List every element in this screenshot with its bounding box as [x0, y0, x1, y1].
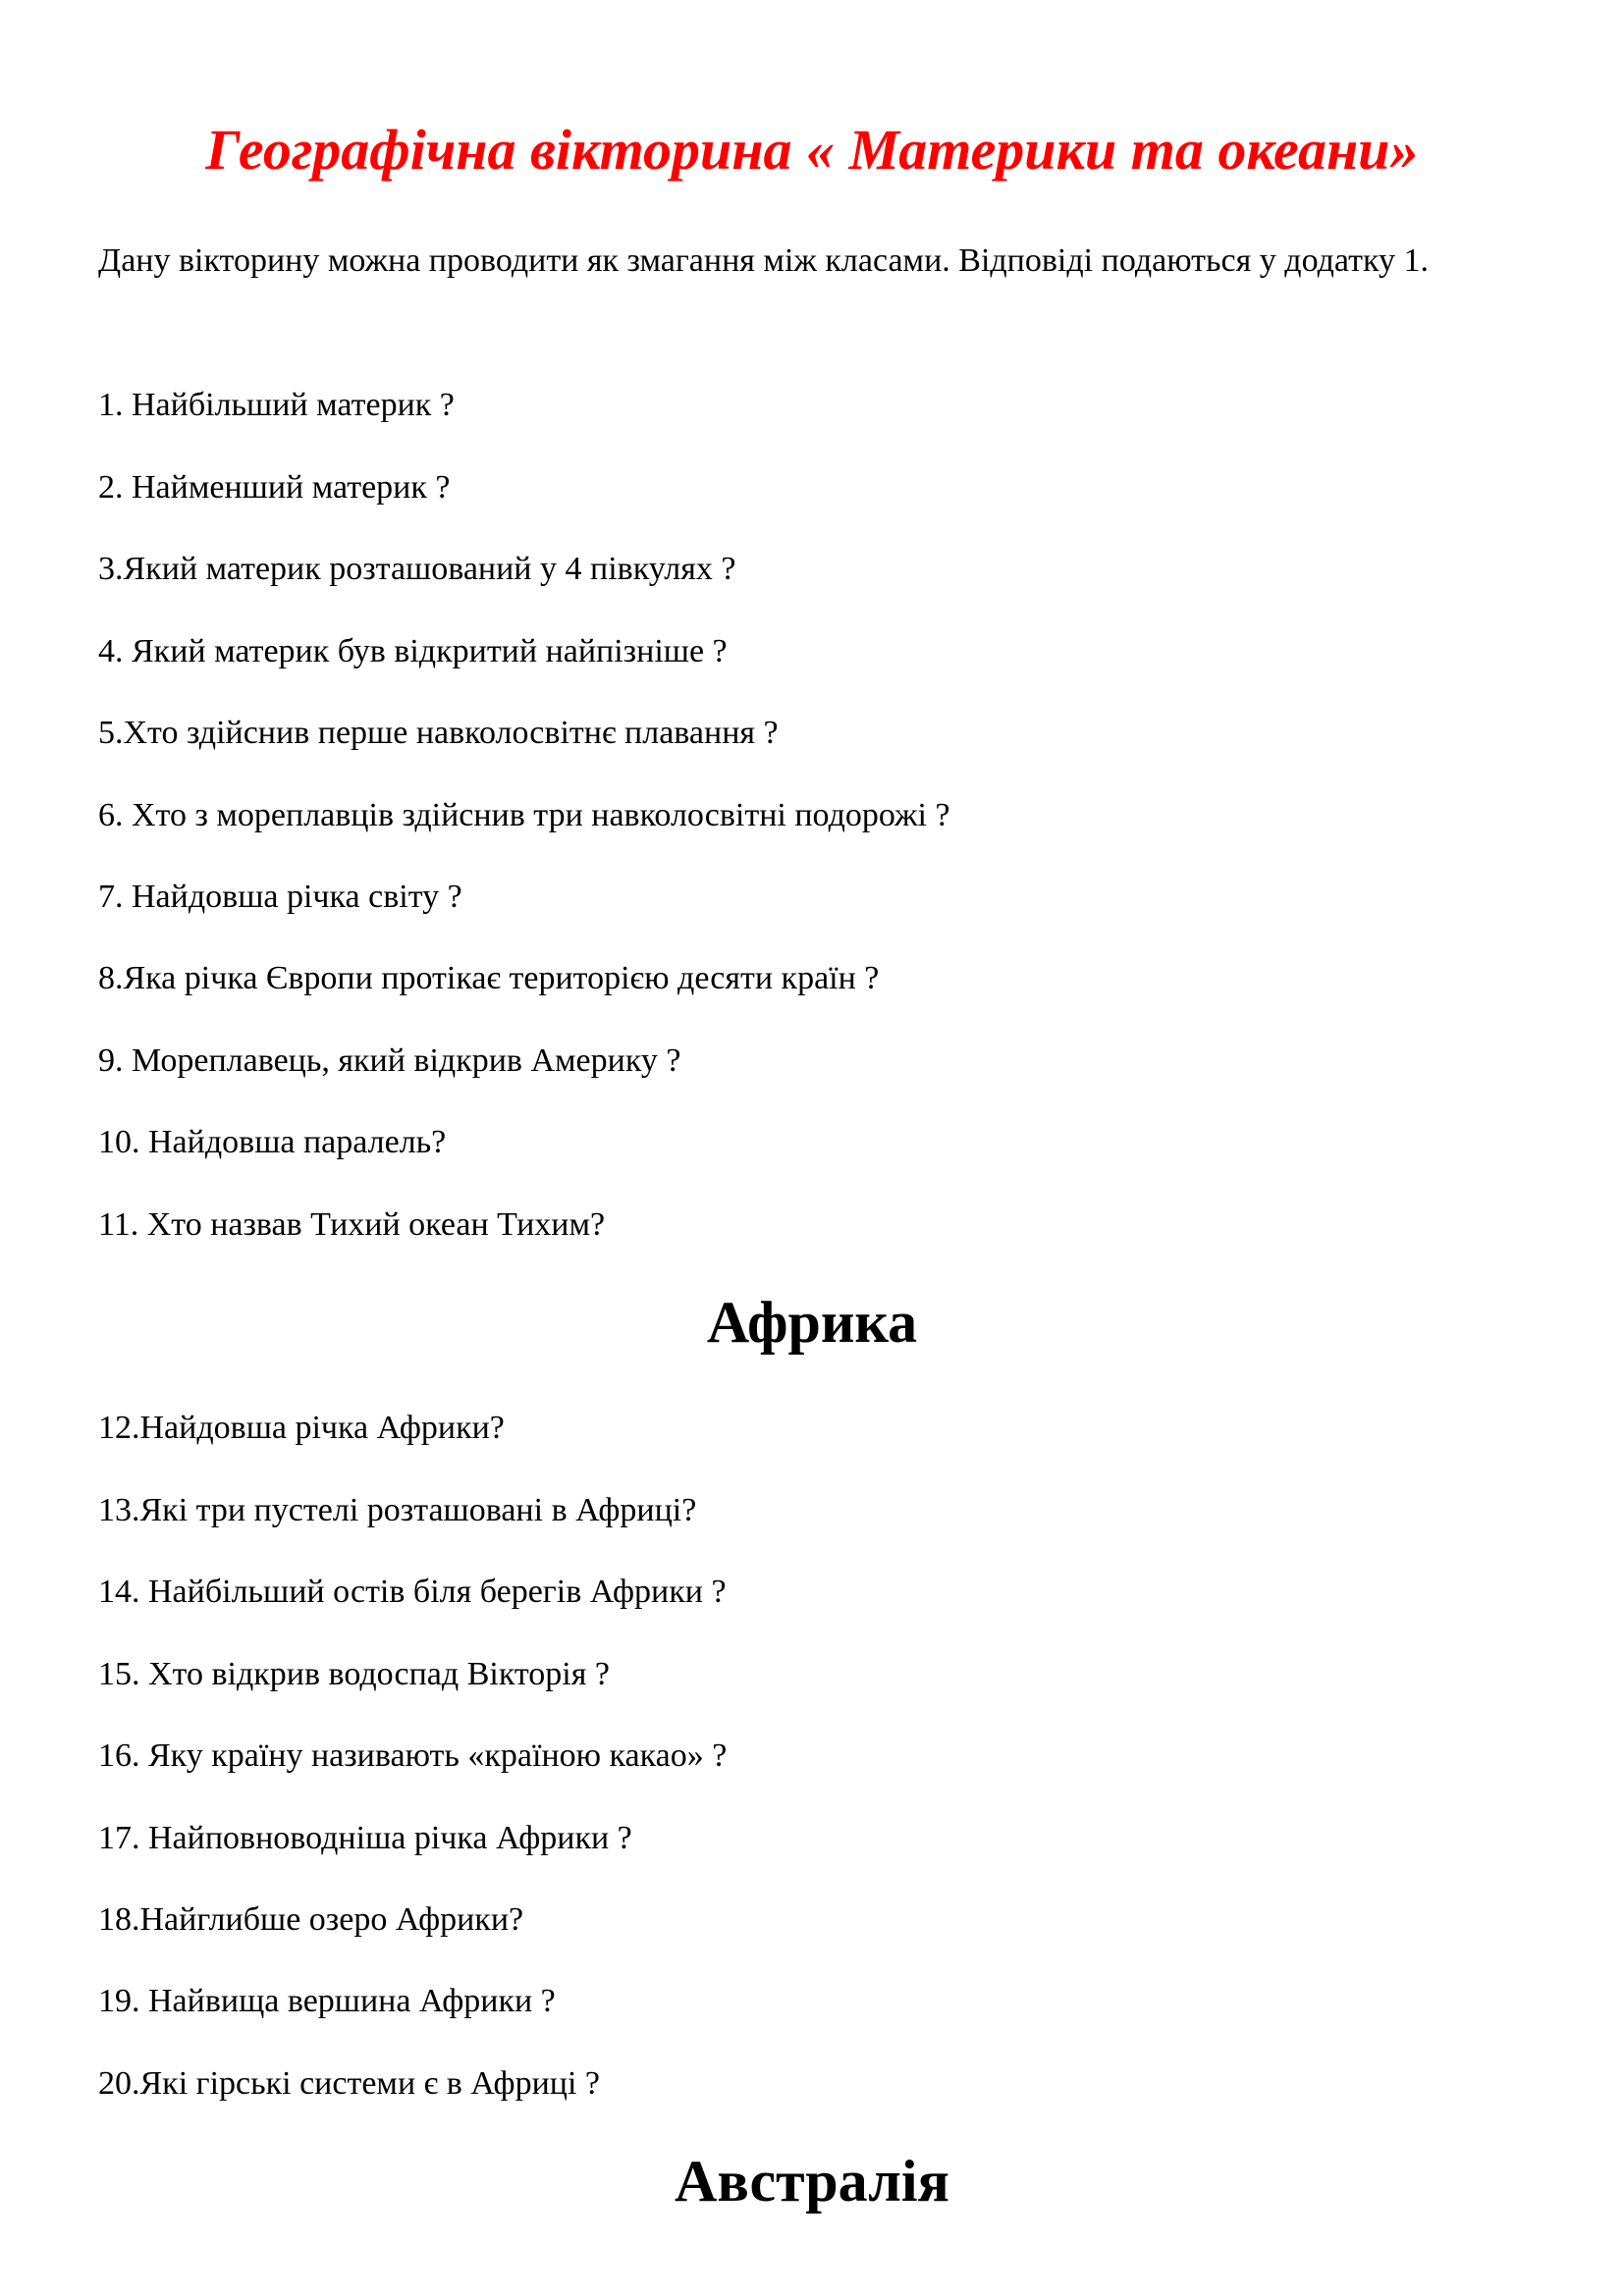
question-item: 18.Найглибше озеро Африки?	[98, 1901, 524, 1938]
question-item: 8.Яка річка Європи протікає територією десяти країн ?	[98, 960, 880, 996]
question-item: 20.Які гірські системи є в Африці ?	[98, 2065, 600, 2102]
question-item: 15. Хто відкрив водоспад Вікторія ?	[98, 1656, 610, 1692]
document-title: Географічна вікторина « Материки та океани»	[205, 118, 1419, 182]
question-item: 11. Хто назвав Тихий океан Тихим?	[98, 1206, 606, 1243]
question-item: 16. Яку країну називають «країною какао» ?	[98, 1737, 728, 1774]
question-item: 2. Найменший материк ?	[98, 469, 451, 506]
intro-paragraph: Дану вікторину можна проводити як змагання між класами. Відповіді подаються у додатку 1.	[98, 242, 1430, 279]
question-item: 7. Найдовша річка світу ?	[98, 879, 462, 915]
question-item: 17. Найповноводніша річка Африки ?	[98, 1820, 632, 1856]
question-item: 3.Який материк розташований у 4 півкулях ?	[98, 551, 736, 587]
question-item: 12.Найдовша річка Африки?	[98, 1410, 505, 1446]
question-item: 1. Найбільший материк ?	[98, 387, 455, 423]
question-item: 5.Хто здійснив перше навколосвітнє плавання ?	[98, 715, 779, 751]
question-item: 10. Найдовша паралель?	[98, 1124, 447, 1160]
question-item: 6. Хто з мореплавців здійснив три навколосвітні подорожі ?	[98, 797, 950, 833]
question-item: 19. Найвища вершина Африки ?	[98, 1983, 556, 2019]
question-item: 14. Найбільший остів біля берегів Африки ?	[98, 1574, 727, 1610]
question-item: 9. Мореплавець, який відкрив Америку ?	[98, 1042, 681, 1079]
section-heading-australia: Австралія	[675, 2149, 949, 2214]
section-heading-africa: Африка	[706, 1290, 918, 1355]
question-item: 13.Які три пустелі розташовані в Африці?	[98, 1492, 697, 1528]
question-item: 4. Який материк був відкритий найпізніше ?	[98, 633, 728, 669]
